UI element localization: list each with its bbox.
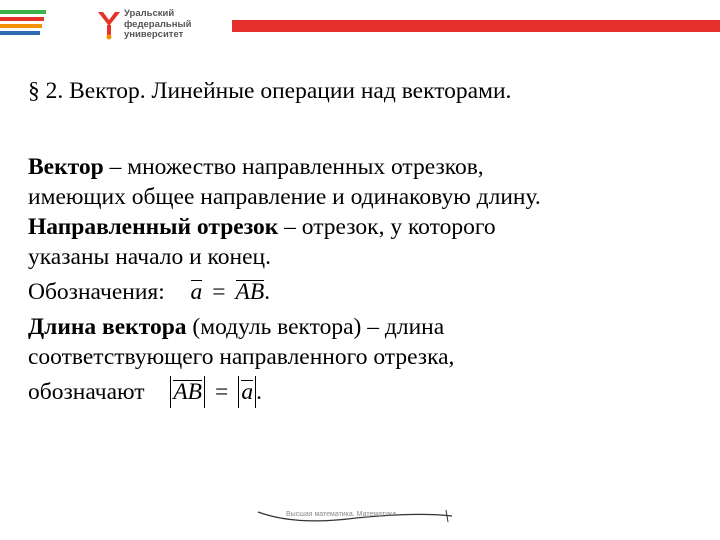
denote-label: обозначают (28, 379, 145, 405)
equals-sign: = (215, 379, 229, 405)
university-logo-icon (96, 10, 122, 40)
period: . (256, 379, 262, 405)
definition-length-line-2: соответствующего направленного отрезка, (28, 344, 455, 370)
logo-stripes (0, 10, 46, 38)
stripe-orange (0, 24, 42, 28)
definition-segment-line-1 (28, 212, 541, 242)
vector-ab-symbol: AB (173, 379, 203, 405)
modulus-ab (170, 376, 205, 408)
university-name (124, 9, 191, 41)
vector-a-symbol: a (190, 279, 203, 305)
university-name-line: федеральный (124, 18, 192, 30)
vector-a-symbol: a (241, 379, 254, 405)
slide-body (28, 152, 541, 412)
stripe-blue (0, 31, 40, 35)
definition-vector-line-1 (28, 152, 541, 182)
footer-text: Высшая математика. Математика (286, 511, 397, 518)
period: . (264, 279, 271, 305)
header-red-bar (232, 20, 720, 32)
term-directed-segment: Направленный отрезок (28, 214, 279, 240)
stripe-green (0, 10, 46, 14)
term-vector: Вектор (28, 154, 104, 180)
vector-ab-symbol: AB (235, 279, 265, 305)
university-name-line: Уральский (124, 8, 175, 19)
definition-text: (модуль вектора) – длина (186, 314, 445, 340)
university-name-line: университет (124, 29, 184, 40)
definition-length-line-1 (28, 312, 541, 342)
definition-text: – множество направленных отрезков, (103, 154, 484, 180)
equals-sign: = (212, 279, 226, 305)
slide-header (0, 0, 720, 46)
definition-segment-line-2: указаны начало и конец. (28, 244, 271, 270)
definition-text: – отрезок, у которого (278, 214, 496, 240)
definition-vector-line-2: имеющих общее направление и одинаковую длину. (28, 184, 541, 210)
notation-label: Обозначения: (28, 279, 165, 305)
slide-footer (256, 504, 456, 526)
modulus-a (238, 376, 256, 408)
definition-length-line-3 (28, 372, 541, 412)
notation-line (28, 272, 541, 312)
stripe-red (0, 17, 44, 21)
slide-title: § 2. Вектор. Линейные операции над векторами. (28, 78, 512, 104)
term-vector-length: Длина вектора (28, 314, 187, 340)
